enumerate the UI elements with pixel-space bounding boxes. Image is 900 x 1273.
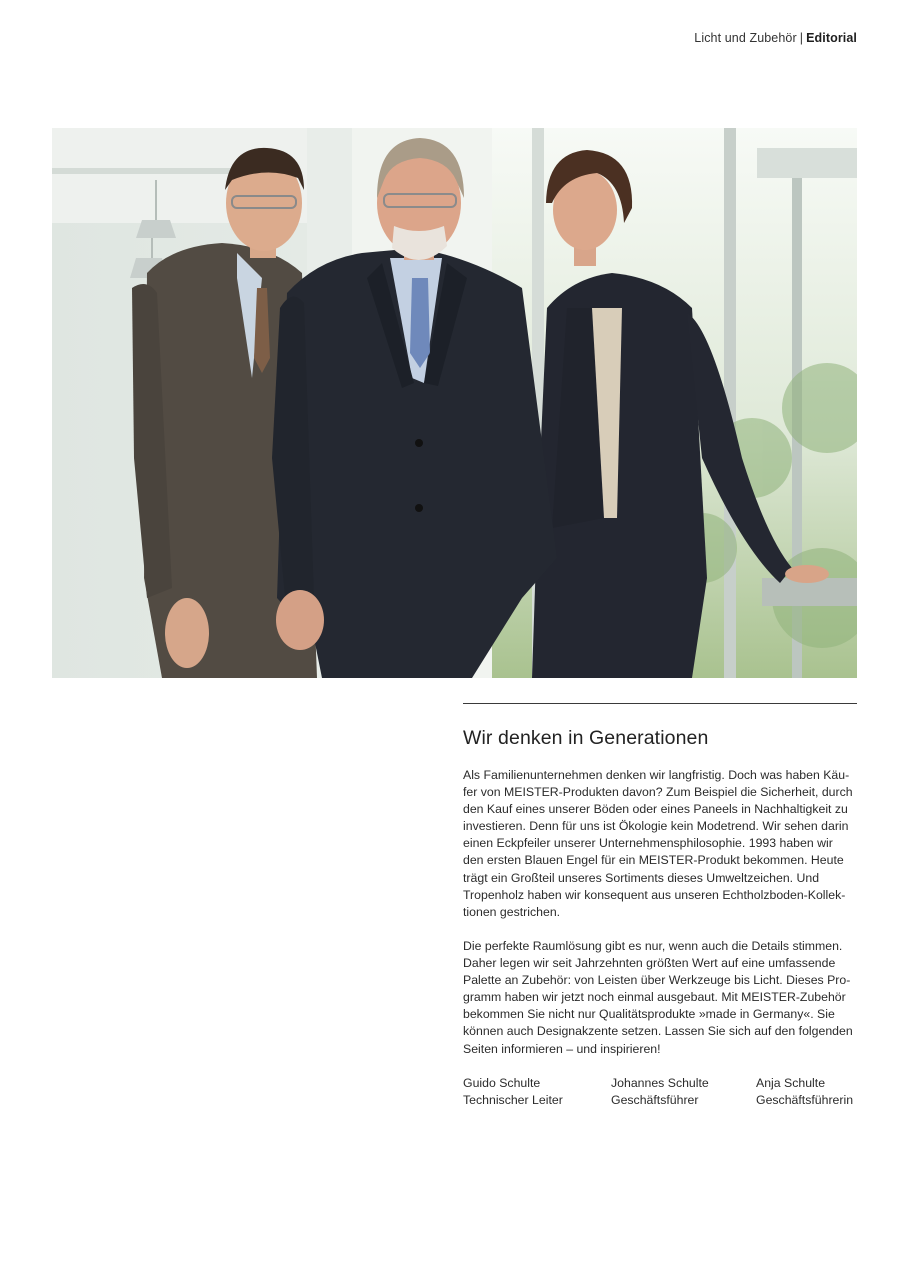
- article-body: [463, 767, 857, 1058]
- header-chapter: Editorial: [806, 31, 857, 45]
- running-header: [694, 31, 857, 45]
- signature-guido: [463, 1075, 563, 1109]
- signature-title: Geschäftsführerin: [756, 1093, 854, 1108]
- signature-title: Technischer Leiter: [463, 1093, 563, 1108]
- team-photo-illustration: [52, 128, 857, 678]
- signature-title: Geschäftsführer: [611, 1093, 699, 1108]
- signature-name: Johannes Schulte: [611, 1076, 709, 1090]
- signature-name: Anja Schulte: [756, 1076, 826, 1090]
- article-headline: Wir denken in Generationen: [463, 727, 709, 749]
- article-paragraph: Als Familienunternehmen denken wir langfristig. Doch was haben Käu- fer von MEISTER-Produkten davon? Zum Beispiel die Sicherheit, durch den Kauf eines unserer Böden oder eines Paneels in Nachhaltigkeit zu investieren. Denn für uns ist Ökologie kein Modetrend. Wir sehen darin einen Eckpfeiler unserer Unternehmensphilosophie. 1993 haben wir den ersten Blauen Engel für ein MEISTER-Produkt bekommen. Heute trägt ein Großteil unseres Sortiments dieses Umweltzeichen. Und Tropenholz haben wir konsequent aus unseren Echtholzboden-Kollek- tionen gestrichen.: [463, 768, 853, 919]
- section-divider: [463, 703, 857, 704]
- header-separator: |: [799, 31, 804, 45]
- signature-anja: [756, 1075, 853, 1109]
- signature-name: Guido Schulte: [463, 1076, 541, 1090]
- team-photo: [52, 128, 857, 678]
- header-section: Licht und Zubehör: [694, 31, 797, 45]
- article-paragraph: Die perfekte Raumlösung gibt es nur, wenn auch die Details stimmen. Daher legen wir seit Jahrzehnten größten Wert auf eine umfassende Palette an Zubehör: von Leisten über Werkzeuge bis Licht. Dieses Pro- gramm haben wir jetzt noch einmal ausgebaut. Mit MEISTER-Zubehör bekommen Sie nicht nur Qualitätsprodukte »made in Germany«. Sie können auch Designakzente setzen. Lassen Sie sich auf den folgenden Seiten informieren – und inspirieren!: [463, 938, 853, 1056]
- signature-johannes: [611, 1075, 709, 1109]
